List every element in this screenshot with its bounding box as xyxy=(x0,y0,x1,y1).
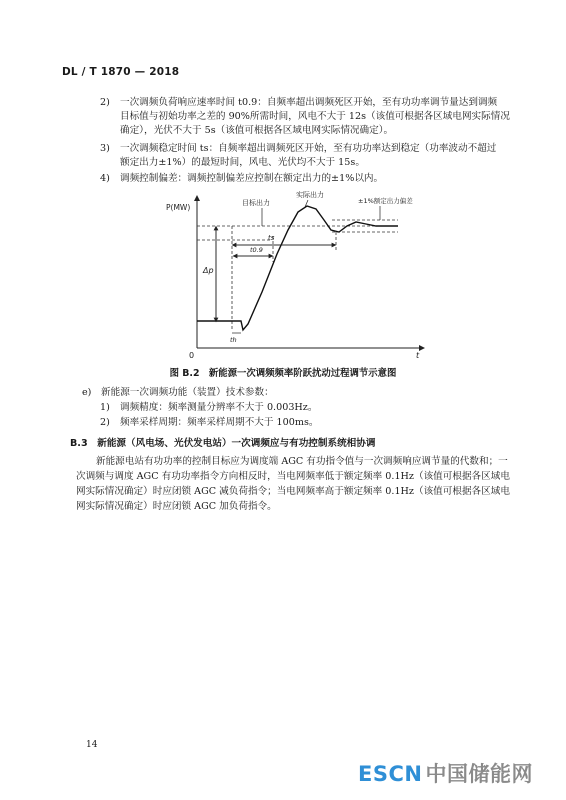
section-b3-para-line3: 网实际情况确定）时应闭锁 AGC 减负荷指令；当电网频率高于额定频率 0.1Hz（该值可根据各区域电 xyxy=(76,486,510,497)
logo-cn: 中国储能网 xyxy=(425,762,533,786)
page-number: 14 xyxy=(86,740,98,750)
section-b3-heading: B.3 新能源（风电场、光伏发电站）一次调频应与有功控制系统相协调 xyxy=(70,438,376,449)
list-item-4: 4) 调频控制偏差：调频控制偏差应控制在额定出力的±1%以内。 xyxy=(100,173,384,184)
section-b3-para-line2: 次调频与调度 AGC 有功功率指令方向相反时，当电网频率低于额定频率 0.1Hz（该值可根据各区域电 xyxy=(76,471,510,482)
list-item-3: 3) 一次调频稳定时间 ts：自频率超出调频死区开始，至有功功率达到稳定（功率波动不超过 xyxy=(100,143,497,154)
section-b3-para-line4: 网实际情况确定）时应闭锁 AGC 加负荷指令。 xyxy=(76,501,277,512)
section-b3-para-line1: 新能源电站有功功率的控制目标应为调度端 AGC 有功指令值与一次调频响应调节量的代数和；一 xyxy=(96,456,508,467)
standard-code-header: DL / T 1870 — 2018 xyxy=(62,66,180,78)
th-label: th xyxy=(230,336,237,344)
escn-watermark-logo xyxy=(358,758,533,788)
item-e-title: e) 新能源一次调频功能（装置）技术参数： xyxy=(82,387,274,398)
item-e-1: 1) 调频精度：频率测量分辨率不大于 0.003Hz。 xyxy=(100,402,318,413)
response-curve xyxy=(197,206,398,330)
target-label: 目标出力 xyxy=(242,199,270,207)
list-item-2-line2: 目标值与初始功率之差的 90%所需时间，风电不大于 12s（该值可根据各区域电网实际情况 xyxy=(120,111,510,122)
ts-label: ts xyxy=(268,234,275,242)
list-item-2-line3: 确定），光伏不大于 5s（该值可根据各区域电网实际情况确定）。 xyxy=(120,125,394,136)
actual-label: 实际出力 xyxy=(296,191,324,199)
logo-en: ESCN xyxy=(358,762,423,786)
list-item-2: 2) 一次调频负荷响应速率时间 t0.9：自频率超出调频死区开始，至有功功率调节量达到调频 xyxy=(100,97,498,108)
y-axis-label: P(MW) xyxy=(166,203,191,212)
delta-p-label: Δp xyxy=(203,266,214,275)
band-label: ±1%额定出力偏差 xyxy=(358,197,413,205)
item-e-2: 2) 频率采样周期：频率采样周期不大于 100ms。 xyxy=(100,417,319,428)
origin-label: 0 xyxy=(189,351,195,360)
step-response-diagram xyxy=(0,0,566,380)
figure-caption: 图 B.2 新能源一次调频频率阶跃扰动过程调节示意图 xyxy=(169,368,397,379)
list-item-3-line2: 额定出力±1%）的最短时间，风电、光伏均不大于 15s。 xyxy=(120,157,365,168)
t09-label: t0.9 xyxy=(250,246,263,254)
x-axis-label: t xyxy=(416,351,420,360)
